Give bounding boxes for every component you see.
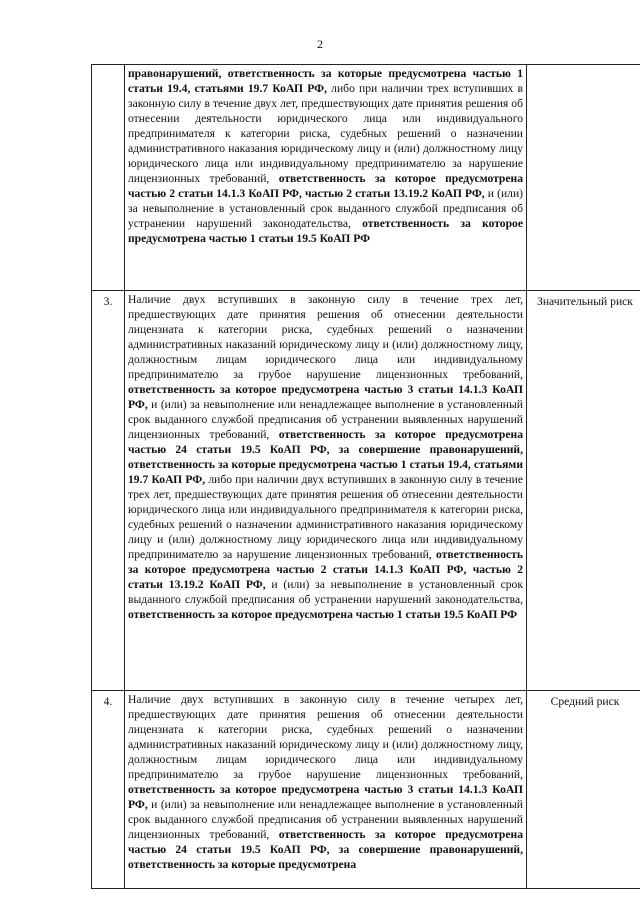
criteria-text-segment: ответственность за которое предусмотрена частью 3 статьи 14.1.3 КоАП РФ, bbox=[128, 383, 523, 411]
risk-level-cell: Средний риск bbox=[527, 691, 640, 889]
criteria-text-segment: и (или) за невыполнение в установленный срок выданного службой предписания об устранении нарушений законодательства, bbox=[128, 578, 523, 606]
criteria-text-cell bbox=[125, 65, 527, 291]
criteria-text-segment: ответственность за которое предусмотрена частью 24 статьи 19.5 КоАП РФ, за совершение правонарушений, ответственность за которые предусмотрена частью 1 статьи 19.4, статьями 19.7 КоАП РФ, bbox=[128, 428, 523, 486]
page-number: 2 bbox=[317, 37, 323, 51]
row-number-cell bbox=[92, 65, 125, 291]
criteria-text-cell bbox=[125, 691, 527, 889]
criteria-text-segment: ответственность за которое предусмотрена частью 1 статьи 19.5 КоАП РФ bbox=[128, 217, 523, 245]
criteria-text-segment: ответственность за которое предусмотрена частью 2 статьи 14.1.3 КоАП РФ, частью 2 статьи 13.19.2 КоАП РФ, bbox=[128, 548, 523, 591]
criteria-text-segment: ответственность за которое предусмотрена частью 2 статьи 14.1.3 КоАП РФ, частью 2 статьи 13.19.2 КоАП РФ, bbox=[128, 172, 523, 200]
criteria-text-segment: правонарушений, ответственность за которые предусмотрена частью 1 статьи 19.4, статьями 19.7 КоАП РФ, bbox=[128, 67, 523, 95]
row-number-cell: 4. bbox=[92, 691, 125, 889]
risk-category-table bbox=[91, 64, 640, 889]
risk-level-cell bbox=[527, 65, 640, 291]
criteria-text-segment: и (или) за невыполнение или ненадлежащее выполнение в установленный срок выданного службой предписания об устранении выявленных нарушений лицензионных требований, bbox=[128, 398, 523, 441]
criteria-text-segment: ответственность за которое предусмотрена частью 24 статьи 19.5 КоАП РФ, за совершение правонарушений, ответственность за которые предусмотрена bbox=[128, 828, 523, 871]
row-number-cell: 3. bbox=[92, 291, 125, 691]
criteria-text-segment: либо при наличии двух вступивших в законную силу в течение трех лет, предшествующих дате принятия решения об отнесении деятельности юридического лица или индивидуального предпринимателя к категории риска, судебных решений о назначении административного наказания юридическому лицу и (или) должностному лицу юридического лица или индивидуальному предпринимателю за нарушение лицензионных требований, bbox=[128, 473, 523, 561]
criteria-text-segment: Наличие двух вступивших в законную силу в течение четырех лет, предшествующих дате принятия решения об отнесении деятельности лицензиата к категории риска, судебных решений о назначении административных наказаний юридическому лицу и (или) должностному лицу, должностным лицам юридического лица или индивидуальному предпринимателю за грубое нарушение лицензионных требований, bbox=[128, 693, 523, 781]
table-row bbox=[92, 291, 640, 691]
criteria-text-segment: и (или) за невыполнение или ненадлежащее выполнение в установленный срок выданного службой предписания об устранении выявленных нарушений лицензионных требований, bbox=[128, 798, 523, 841]
criteria-text-segment: либо при наличии трех вступивших в законную силу в течение двух лет, предшествующих дате принятия решения об отнесении деятельности юридического лица или индивидуального предпринимателя к категории риска, судебных решений о назначении административного наказания юридическому лицу и (или) должностному лицу юридического лица или индивидуальному предпринимателю за нарушение лицензионных требований, bbox=[128, 82, 524, 185]
table-row bbox=[92, 691, 640, 889]
criteria-text-segment: Наличие двух вступивших в законную силу в течение трех лет, предшествующих дате принятия решения об отнесении деятельности лицензиата к категории риска, судебных решений о назначении административных наказаний юридическому лицу и (или) должностному лицу, должностным лицам юридического лица или индивидуальному предпринимателю за грубое нарушение лицензионных требований, bbox=[128, 293, 523, 381]
criteria-text-segment: ответственность за которое предусмотрена частью 1 статьи 19.5 КоАП РФ bbox=[128, 608, 518, 621]
risk-level-cell: Значительный риск bbox=[527, 291, 640, 691]
criteria-text-segment: и (или) за невыполнение в установленный срок выданного службой предписания об устранении нарушений законодательства, bbox=[128, 187, 524, 230]
table-row bbox=[92, 65, 640, 291]
criteria-text-cell bbox=[125, 291, 527, 691]
criteria-text-segment: ответственность за которое предусмотрена частью 3 статьи 14.1.3 КоАП РФ, bbox=[128, 783, 523, 811]
